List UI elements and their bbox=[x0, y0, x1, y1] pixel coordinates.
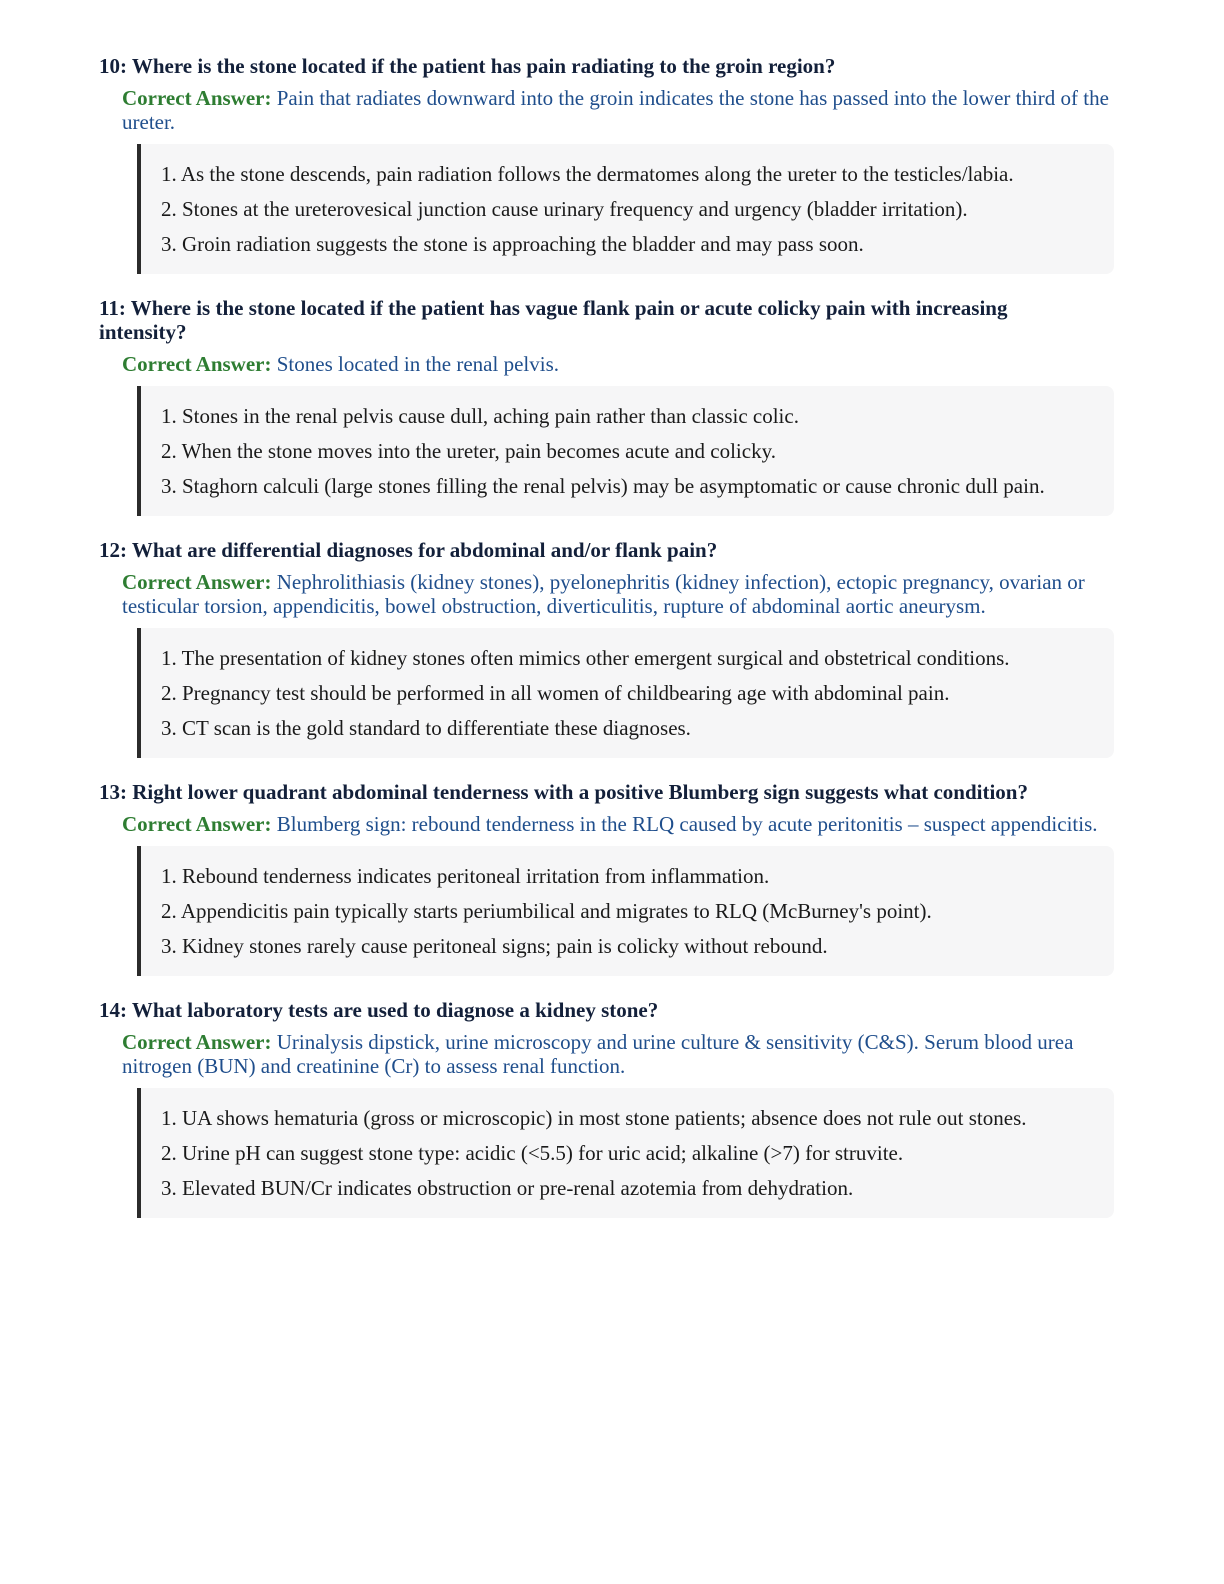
question-14: 14: What laboratory tests are used to diagnose a kidney stone? bbox=[99, 998, 659, 1022]
qa-item-11 bbox=[99, 296, 1114, 516]
explanation-point: 3. Elevated BUN/Cr indicates obstruction or pre-renal azotemia from dehydration. bbox=[161, 1176, 854, 1200]
answer-label: Correct Answer: bbox=[122, 352, 272, 376]
answer-11 bbox=[122, 352, 1114, 376]
explanation-point: 2. Appendicitis pain typically starts periumbilical and migrates to RLQ (McBurney's point). bbox=[161, 899, 932, 923]
qa-item-12 bbox=[99, 538, 1114, 758]
answer-12 bbox=[122, 570, 1114, 618]
question-11: 11: Where is the stone located if the patient has vague flank pain or acute colicky pain with increasing intensity? bbox=[99, 296, 1008, 344]
explanation-list bbox=[161, 400, 1084, 502]
question-13: 13: Right lower quadrant abdominal tenderness with a positive Blumberg sign suggests what condition? bbox=[99, 780, 1028, 804]
explanation-box bbox=[137, 846, 1114, 976]
explanation-point: 1. As the stone descends, pain radiation follows the dermatomes along the ureter to the testicles/labia. bbox=[161, 162, 1014, 186]
explanation-point: 2. When the stone moves into the ureter, pain becomes acute and colicky. bbox=[161, 439, 776, 463]
explanation-list bbox=[161, 1102, 1084, 1204]
explanation-point: 3. CT scan is the gold standard to differentiate these diagnoses. bbox=[161, 716, 691, 740]
explanation-box bbox=[137, 1088, 1114, 1218]
answer-text: Nephrolithiasis (kidney stones), pyelonephritis (kidney infection), ectopic pregnancy, ovarian or testicular torsion, appendicitis, bowel obstruction, diverticulitis, rupture of abdominal aortic aneurysm. bbox=[122, 570, 1085, 618]
qa-item-13 bbox=[99, 780, 1114, 976]
answer-label: Correct Answer: bbox=[122, 86, 272, 110]
explanation-point: 3. Kidney stones rarely cause peritoneal signs; pain is colicky without rebound. bbox=[161, 934, 828, 958]
explanation-box bbox=[137, 386, 1114, 516]
answer-label: Correct Answer: bbox=[122, 812, 272, 836]
explanation-list bbox=[161, 860, 1084, 962]
answer-text: Pain that radiates downward into the groin indicates the stone has passed into the lower third of the ureter. bbox=[122, 86, 1109, 134]
explanation-point: 1. The presentation of kidney stones often mimics other emergent surgical and obstetrical conditions. bbox=[161, 646, 1010, 670]
answer-14 bbox=[122, 1030, 1114, 1078]
explanation-point: 1. Stones in the renal pelvis cause dull, aching pain rather than classic colic. bbox=[161, 404, 799, 428]
question-10: 10: Where is the stone located if the patient has pain radiating to the groin region? bbox=[99, 54, 836, 78]
explanation-box bbox=[137, 628, 1114, 758]
explanation-point: 2. Pregnancy test should be performed in all women of childbearing age with abdominal pain. bbox=[161, 681, 950, 705]
explanation-point: 3. Staghorn calculi (large stones filling the renal pelvis) may be asymptomatic or cause chronic dull pain. bbox=[161, 474, 1045, 498]
explanation-point: 1. Rebound tenderness indicates peritoneal irritation from inflammation. bbox=[161, 864, 770, 888]
qa-item-10 bbox=[99, 54, 1114, 274]
explanation-point: 2. Urine pH can suggest stone type: acidic (<5.5) for uric acid; alkaline (>7) for struvite. bbox=[161, 1141, 904, 1165]
explanation-point: 3. Groin radiation suggests the stone is approaching the bladder and may pass soon. bbox=[161, 232, 864, 256]
answer-10 bbox=[122, 86, 1114, 134]
answer-label: Correct Answer: bbox=[122, 570, 272, 594]
explanation-point: 2. Stones at the ureterovesical junction cause urinary frequency and urgency (bladder irritation). bbox=[161, 197, 968, 221]
answer-text: Urinalysis dipstick, urine microscopy and urine culture & sensitivity (C&S). Serum blood urea nitrogen (BUN) and creatinine (Cr) to assess renal function. bbox=[122, 1030, 1074, 1078]
explanation-point: 1. UA shows hematuria (gross or microscopic) in most stone patients; absence does not rule out stones. bbox=[161, 1106, 1027, 1130]
answer-text: Stones located in the renal pelvis. bbox=[276, 352, 559, 376]
answer-label: Correct Answer: bbox=[122, 1030, 272, 1054]
explanation-list bbox=[161, 158, 1084, 260]
explanation-box bbox=[137, 144, 1114, 274]
answer-text: Blumberg sign: rebound tenderness in the RLQ caused by acute peritonitis – suspect appendicitis. bbox=[276, 812, 1098, 836]
qa-item-14 bbox=[99, 998, 1114, 1218]
explanation-list bbox=[161, 642, 1084, 744]
answer-13 bbox=[122, 812, 1114, 836]
question-12: 12: What are differential diagnoses for abdominal and/or flank pain? bbox=[99, 538, 718, 562]
